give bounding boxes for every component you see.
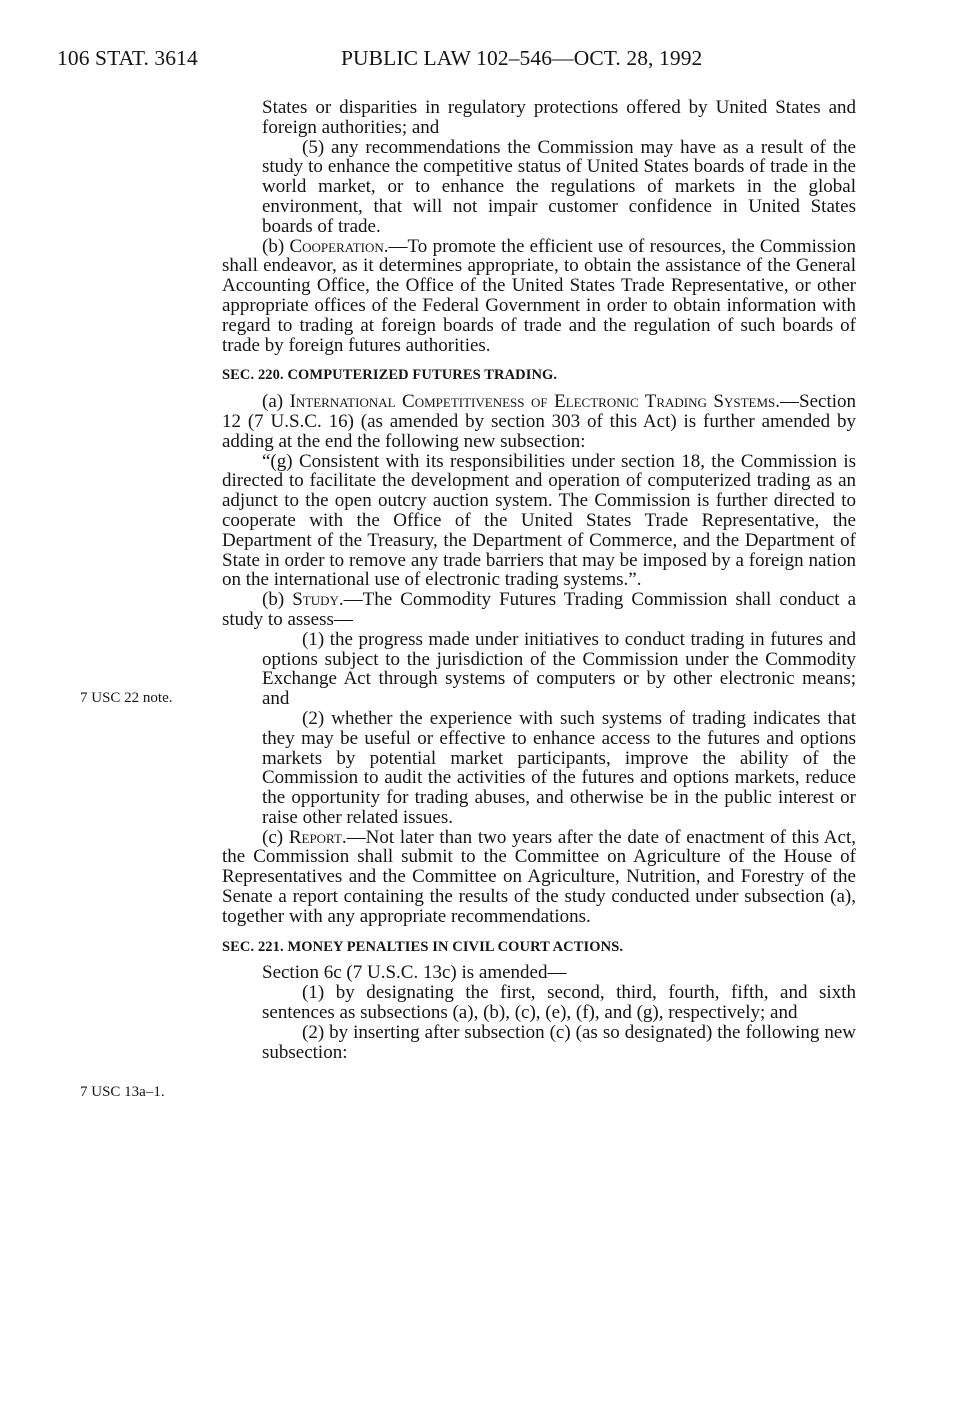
paragraph-cooperation [222, 237, 856, 356]
subsection-text: .—Not later than two years after the date of enactment of this Act, the Commission shall submit to the Committee on Agriculture of the House of Representatives and the Committee on Agriculture, Nutrition, and Forestry of the Senate a report containing the results of the study conducted under subsection (a), together with any appropriate recommendations. [222, 826, 856, 927]
subsection-label: (c) [262, 826, 289, 848]
subsection-heading: Cooperation [289, 235, 384, 257]
subsection-heading: Report [288, 826, 342, 848]
paragraph-recommendations: (5) any recommendations the Commission may have as a result of the study to enhance the competitive status of United States boards of trade in the world market, or to enhance the regulations of markets in the global environment, that will not impair customer confidence in United States boards of trade. [262, 136, 856, 237]
running-header: PUBLIC LAW 102–546—OCT. 28, 1992 [341, 46, 703, 70]
paragraph-amend-item-2: (2) by inserting after subsection (c) (as so designated) the following new subsection: [262, 1021, 856, 1063]
subsection-label: (a) [262, 391, 290, 413]
subsection-label: (b) [262, 589, 293, 611]
paragraph-international-competitiveness [222, 392, 856, 451]
paragraph-study-item-1: (1) the progress made under initiatives to conduct trading in futures and options subject to the jurisdiction of the Commission under the Commodity Exchange Act through systems of computers or by other electronic means; and [262, 628, 856, 710]
document-body [222, 98, 856, 1062]
subsection-heading: International Competitiveness of Electronic Trading Systems [289, 391, 776, 413]
margin-note-usc-13a-1: 7 USC 13a–1. [80, 1084, 165, 1100]
paragraph-quoted-subsection-g: “(g) Consistent with its responsibilities under section 18, the Commission is directed to facilitate the development and operation of computerized trading as an adjunct to the open outcry auction system. The Commission is further directed to cooperate with the Office of the United States Trade Representative, the Department of the Treasury, the Department of Commerce, and the Department of State in order to remove any trade barriers that may be imposed by a foreign nation on the international use of electronic trading systems.”. [222, 450, 856, 591]
subsection-text: .—To promote the efficient use of resources, the Commission shall endeavor, as it determines appropriate, to obtain the assistance of the General Accounting Office, the Office of the United States Trade Representative, or other appropriate offices of the Federal Government in order to obtain information with regard to trading at foreign boards of trade and the regulation of such boards of trade by foreign futures authorities. [222, 235, 856, 356]
paragraph-continuation: States or disparities in regulatory protections offered by United States and foreign authorities; and [262, 97, 856, 138]
section-heading-221: SEC. 221. MONEY PENALTIES IN CIVIL COURT ACTIONS. [222, 938, 624, 955]
section-heading-220: SEC. 220. COMPUTERIZED FUTURES TRADING. [222, 367, 558, 384]
subsection-text: .—Section 12 (7 U.S.C. 16) (as amended by section 303 of this Act) is further amended by adding at the end the following new subsection: [222, 391, 857, 452]
margin-note-usc-22: 7 USC 22 note. [80, 690, 173, 706]
subsection-text: .—The Commodity Futures Trading Commission shall conduct a study to assess— [222, 589, 857, 630]
paragraph-amend-item-1: (1) by designating the first, second, third, fourth, fifth, and sixth sentences as subsections (a), (b), (c), (e), (f), and (g), respectively; and [262, 982, 856, 1024]
paragraph-study-item-2: (2) whether the experience with such systems of trading indicates that they may be useful or effective to enhance access to the futures and options markets by potential market participants, improve the ability of the Commission to audit the activities of the futures and options markets, reduce the opportunity for trading abuses, and otherwise be in the public interest or raise other related issues. [262, 707, 856, 828]
subsection-label: (b) [262, 235, 290, 257]
subsection-heading: Study [292, 589, 339, 611]
paragraph-study [222, 590, 856, 630]
page-reference: 106 STAT. 3614 [57, 46, 198, 70]
paragraph-section-6c: Section 6c (7 U.S.C. 13c) is amended— [262, 962, 567, 984]
paragraph-report [222, 828, 856, 927]
